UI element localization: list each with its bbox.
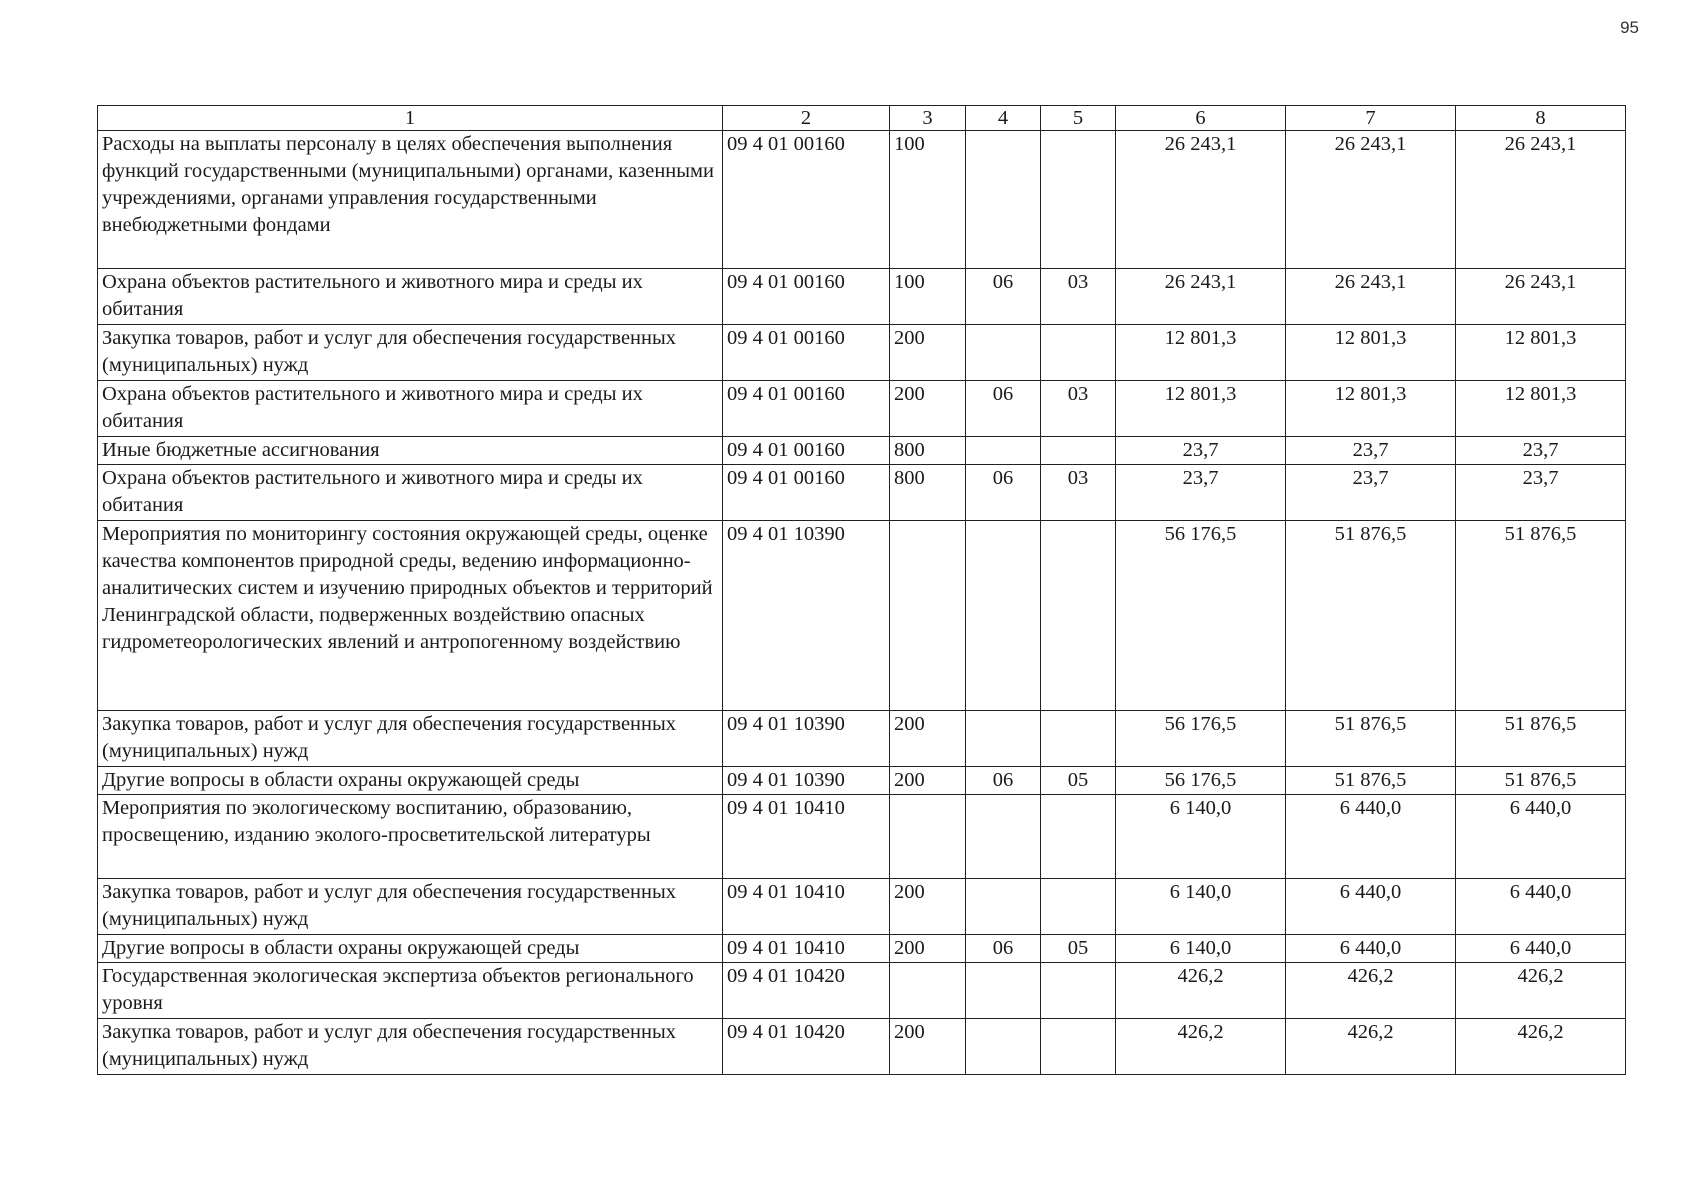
amount-col-7: 26 243,1 bbox=[1286, 269, 1456, 325]
subsection-code: 05 bbox=[1041, 935, 1116, 963]
expense-type-code: 200 bbox=[890, 767, 966, 795]
expense-type-code: 200 bbox=[890, 711, 966, 767]
expense-type-code: 200 bbox=[890, 381, 966, 437]
amount-col-8: 12 801,3 bbox=[1456, 325, 1626, 381]
amount-col-6: 12 801,3 bbox=[1116, 381, 1286, 437]
amount-col-6: 6 140,0 bbox=[1116, 795, 1286, 879]
table-row bbox=[98, 465, 1626, 521]
section-code bbox=[966, 711, 1041, 767]
expense-name: Закупка товаров, работ и услуг для обеспечения государственных (муниципальных) нужд bbox=[98, 879, 723, 935]
amount-col-7: 6 440,0 bbox=[1286, 795, 1456, 879]
subsection-code bbox=[1041, 521, 1116, 711]
section-code bbox=[966, 879, 1041, 935]
subsection-code bbox=[1041, 963, 1116, 1019]
column-header-2: 2 bbox=[723, 106, 890, 131]
expense-type-code bbox=[890, 795, 966, 879]
expense-type-code: 800 bbox=[890, 437, 966, 465]
target-article-code: 09 4 01 00160 bbox=[723, 269, 890, 325]
expense-name: Государственная экологическая экспертиза объектов регионального уровня bbox=[98, 963, 723, 1019]
expense-name: Другие вопросы в области охраны окружающей среды bbox=[98, 767, 723, 795]
target-article-code: 09 4 01 10390 bbox=[723, 521, 890, 711]
section-code bbox=[966, 131, 1041, 269]
target-article-code: 09 4 01 10410 bbox=[723, 935, 890, 963]
amount-col-6: 6 140,0 bbox=[1116, 935, 1286, 963]
subsection-code bbox=[1041, 437, 1116, 465]
amount-col-8: 51 876,5 bbox=[1456, 521, 1626, 711]
budget-table bbox=[97, 105, 1626, 1075]
expense-type-code: 200 bbox=[890, 325, 966, 381]
expense-type-code: 200 bbox=[890, 879, 966, 935]
amount-col-7: 23,7 bbox=[1286, 437, 1456, 465]
amount-col-8: 23,7 bbox=[1456, 465, 1626, 521]
expense-type-code bbox=[890, 521, 966, 711]
expense-type-code: 200 bbox=[890, 1019, 966, 1075]
amount-col-7: 51 876,5 bbox=[1286, 521, 1456, 711]
table-row bbox=[98, 711, 1626, 767]
subsection-code bbox=[1041, 879, 1116, 935]
amount-col-8: 6 440,0 bbox=[1456, 935, 1626, 963]
target-article-code: 09 4 01 10420 bbox=[723, 963, 890, 1019]
amount-col-6: 56 176,5 bbox=[1116, 767, 1286, 795]
table-row bbox=[98, 1019, 1626, 1075]
subsection-code bbox=[1041, 325, 1116, 381]
expense-name: Охрана объектов растительного и животного мира и среды их обитания bbox=[98, 381, 723, 437]
expense-name: Охрана объектов растительного и животного мира и среды их обитания bbox=[98, 465, 723, 521]
subsection-code bbox=[1041, 711, 1116, 767]
column-header-4: 4 bbox=[966, 106, 1041, 131]
expense-type-code: 800 bbox=[890, 465, 966, 521]
target-article-code: 09 4 01 10390 bbox=[723, 767, 890, 795]
expense-type-code: 100 bbox=[890, 131, 966, 269]
amount-col-8: 51 876,5 bbox=[1456, 767, 1626, 795]
header-row bbox=[98, 106, 1626, 131]
amount-col-7: 6 440,0 bbox=[1286, 879, 1456, 935]
target-article-code: 09 4 01 00160 bbox=[723, 465, 890, 521]
amount-col-6: 6 140,0 bbox=[1116, 879, 1286, 935]
table-row bbox=[98, 269, 1626, 325]
amount-col-6: 23,7 bbox=[1116, 465, 1286, 521]
amount-col-7: 51 876,5 bbox=[1286, 711, 1456, 767]
section-code bbox=[966, 1019, 1041, 1075]
table-row bbox=[98, 935, 1626, 963]
expense-type-code: 200 bbox=[890, 935, 966, 963]
amount-col-7: 12 801,3 bbox=[1286, 325, 1456, 381]
amount-col-7: 23,7 bbox=[1286, 465, 1456, 521]
section-code bbox=[966, 325, 1041, 381]
expense-name: Закупка товаров, работ и услуг для обеспечения государственных (муниципальных) нужд bbox=[98, 325, 723, 381]
expense-name: Закупка товаров, работ и услуг для обеспечения государственных (муниципальных) нужд bbox=[98, 711, 723, 767]
table-row bbox=[98, 795, 1626, 879]
subsection-code bbox=[1041, 131, 1116, 269]
amount-col-7: 12 801,3 bbox=[1286, 381, 1456, 437]
amount-col-6: 26 243,1 bbox=[1116, 269, 1286, 325]
subsection-code bbox=[1041, 795, 1116, 879]
amount-col-8: 26 243,1 bbox=[1456, 131, 1626, 269]
column-header-7: 7 bbox=[1286, 106, 1456, 131]
column-header-5: 5 bbox=[1041, 106, 1116, 131]
expense-name: Мероприятия по экологическому воспитанию, образованию, просвещению, изданию эколого-просветительской литературы bbox=[98, 795, 723, 879]
section-code: 06 bbox=[966, 269, 1041, 325]
expense-name: Другие вопросы в области охраны окружающей среды bbox=[98, 935, 723, 963]
target-article-code: 09 4 01 10410 bbox=[723, 879, 890, 935]
section-code bbox=[966, 963, 1041, 1019]
amount-col-6: 26 243,1 bbox=[1116, 131, 1286, 269]
expense-name: Мероприятия по мониторингу состояния окружающей среды, оценке качества компонентов природной среды, ведению информационно-аналитических систем и изучению природных объектов и территорий Ленинградской области, подверженных воздействию опасных гидрометеорологических явлений и антропогенному воздействию bbox=[98, 521, 723, 711]
table-row bbox=[98, 437, 1626, 465]
amount-col-8: 6 440,0 bbox=[1456, 879, 1626, 935]
section-code bbox=[966, 521, 1041, 711]
table-row bbox=[98, 521, 1626, 711]
amount-col-8: 12 801,3 bbox=[1456, 381, 1626, 437]
amount-col-8: 6 440,0 bbox=[1456, 795, 1626, 879]
table-row bbox=[98, 963, 1626, 1019]
amount-col-7: 426,2 bbox=[1286, 1019, 1456, 1075]
amount-col-6: 56 176,5 bbox=[1116, 711, 1286, 767]
table-row bbox=[98, 131, 1626, 269]
target-article-code: 09 4 01 10420 bbox=[723, 1019, 890, 1075]
section-code: 06 bbox=[966, 767, 1041, 795]
column-header-1: 1 bbox=[98, 106, 723, 131]
amount-col-6: 23,7 bbox=[1116, 437, 1286, 465]
expense-type-code bbox=[890, 963, 966, 1019]
table-row bbox=[98, 381, 1626, 437]
subsection-code: 03 bbox=[1041, 465, 1116, 521]
section-code bbox=[966, 795, 1041, 879]
amount-col-7: 6 440,0 bbox=[1286, 935, 1456, 963]
amount-col-7: 426,2 bbox=[1286, 963, 1456, 1019]
subsection-code: 03 bbox=[1041, 269, 1116, 325]
expense-name: Закупка товаров, работ и услуг для обеспечения государственных (муниципальных) нужд bbox=[98, 1019, 723, 1075]
subsection-code: 05 bbox=[1041, 767, 1116, 795]
target-article-code: 09 4 01 00160 bbox=[723, 325, 890, 381]
subsection-code: 03 bbox=[1041, 381, 1116, 437]
target-article-code: 09 4 01 10410 bbox=[723, 795, 890, 879]
table-row bbox=[98, 767, 1626, 795]
column-header-3: 3 bbox=[890, 106, 966, 131]
section-code: 06 bbox=[966, 935, 1041, 963]
table-row bbox=[98, 325, 1626, 381]
column-header-6: 6 bbox=[1116, 106, 1286, 131]
table-row bbox=[98, 879, 1626, 935]
target-article-code: 09 4 01 10390 bbox=[723, 711, 890, 767]
expense-type-code: 100 bbox=[890, 269, 966, 325]
amount-col-6: 12 801,3 bbox=[1116, 325, 1286, 381]
section-code: 06 bbox=[966, 465, 1041, 521]
subsection-code bbox=[1041, 1019, 1116, 1075]
expense-name: Иные бюджетные ассигнования bbox=[98, 437, 723, 465]
amount-col-6: 426,2 bbox=[1116, 1019, 1286, 1075]
column-header-8: 8 bbox=[1456, 106, 1626, 131]
amount-col-6: 56 176,5 bbox=[1116, 521, 1286, 711]
expense-name: Охрана объектов растительного и животного мира и среды их обитания bbox=[98, 269, 723, 325]
amount-col-6: 426,2 bbox=[1116, 963, 1286, 1019]
amount-col-8: 23,7 bbox=[1456, 437, 1626, 465]
amount-col-8: 51 876,5 bbox=[1456, 711, 1626, 767]
target-article-code: 09 4 01 00160 bbox=[723, 437, 890, 465]
target-article-code: 09 4 01 00160 bbox=[723, 131, 890, 269]
page-number: 95 bbox=[1620, 18, 1639, 37]
amount-col-8: 426,2 bbox=[1456, 1019, 1626, 1075]
amount-col-7: 51 876,5 bbox=[1286, 767, 1456, 795]
amount-col-8: 426,2 bbox=[1456, 963, 1626, 1019]
amount-col-8: 26 243,1 bbox=[1456, 269, 1626, 325]
section-code: 06 bbox=[966, 381, 1041, 437]
target-article-code: 09 4 01 00160 bbox=[723, 381, 890, 437]
amount-col-7: 26 243,1 bbox=[1286, 131, 1456, 269]
expense-name: Расходы на выплаты персоналу в целях обеспечения выполнения функций государственными (муниципальными) органами, казенными учреждениями, органами управления государственными внебюджетными фондами bbox=[98, 131, 723, 269]
section-code bbox=[966, 437, 1041, 465]
